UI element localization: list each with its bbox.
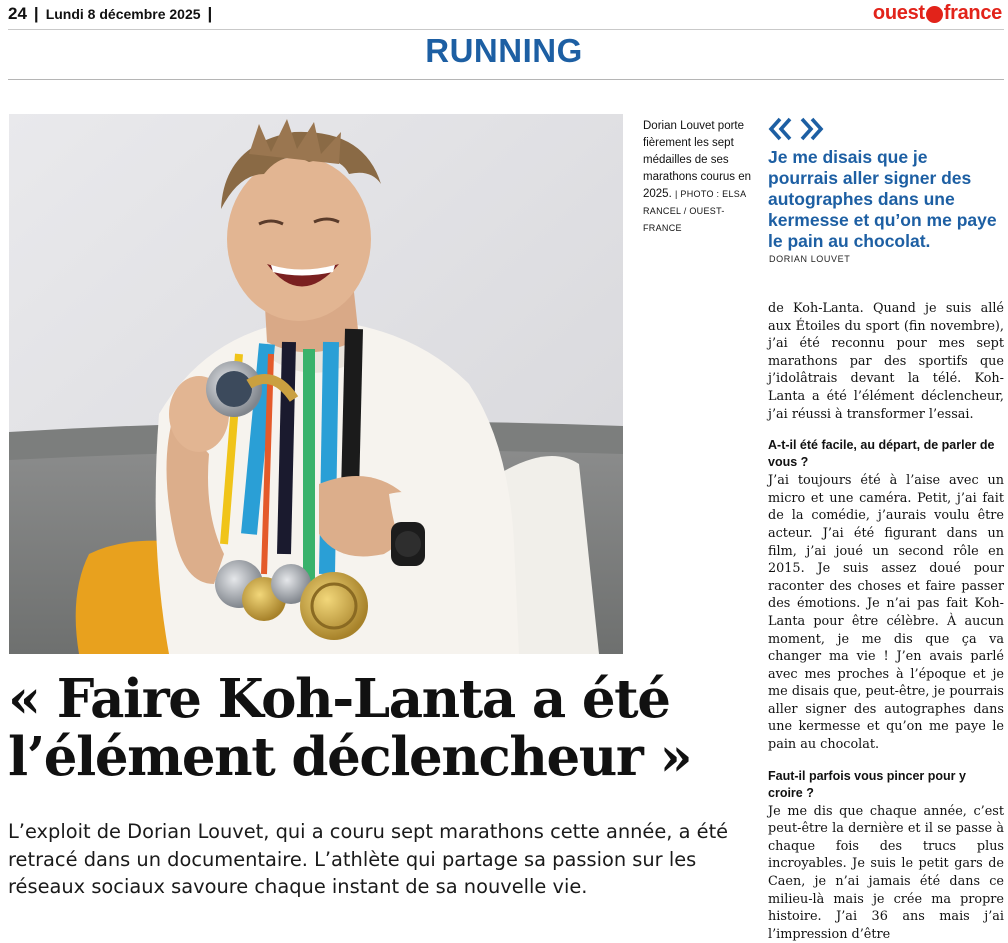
logo-word-left: ouest [872, 2, 925, 24]
photo-caption [643, 118, 759, 237]
logo-dot-icon [926, 6, 943, 23]
article-lede: L’exploit de Dorian Louvet, qui a couru sept marathons cette année, a été retracé dans un documentaire. L’athlète qui partage sa passion sur les réseaux sociaux savoure chaque instant de sa nouvelle vie. [8, 820, 729, 898]
folio [8, 4, 219, 24]
article-photo [9, 114, 623, 654]
pull-quote-author: DORIAN LOUVET [769, 254, 851, 264]
photo-credit: | PHOTO : ELSA RANCEL / OUEST-FRANCE [643, 189, 746, 233]
paragraph-1: de Koh-Lanta. Quand je suis allé aux Étoiles du sport (fin novembre), j’ai été reconnu pour mes sept marathons par des sportifs que j’idolâtrais devant la télé. Koh-Lanta a été l’élément déclencheur, j’ai réussi à transformer l’essai. [768, 301, 1004, 422]
issue-date: Lundi 8 décembre 2025 [45, 6, 201, 22]
paragraph-3: Je me dis que chaque année, c’est peut-être la dernière et il se passe à chaque fois des trucs plus incroyables. Je suis le petit gars de Caen, je n’ai jamais été dans ce milieu-là mais je crée ma propre histoire. J’ai 36 ans mais j’ai l’impression d’être [768, 803, 1004, 942]
article-column [768, 300, 1004, 943]
header-rule [8, 29, 1004, 30]
pull-quote-text: Je me disais que je pourrais aller signer des autographes dans une kermesse et qu’on me paye le pain au chocolat. [768, 147, 997, 251]
folio-separator-end: | [207, 4, 213, 23]
ouest-france-logo [873, 2, 1002, 25]
page-number: 24 [8, 4, 27, 23]
folio-separator: | [33, 4, 39, 23]
paragraph-2: J’ai toujours été à l’aise avec un micro et une caméra. Petit, j’ai fait de la comédie, j’aurais voulu être acteur. J’ai été figurant dans un film, j’ai joué un second rôle en 2015. Je suis assez doué pour raconter des choses et faire passer des émotions. Je n’ai pas fait Koh-Lanta pour être célèbre. À aucun moment, je me dis que ça va changer ma vie ! J’en avais parlé avec mes proches à l’époque et je me disais que, peut-être, je pourrais aller signer des autographes dans une kermesse et qu’on me paye le pain au chocolat. [768, 473, 1004, 753]
headline-line-2: l’élément déclencheur » [8, 726, 692, 788]
headline [8, 670, 708, 786]
section-rule [8, 79, 1004, 80]
headline-line-1: « Faire Koh-Lanta a été [8, 668, 670, 730]
section-title: RUNNING [425, 32, 583, 69]
double-chevron-quote-icon [768, 116, 824, 147]
runner-with-medals-illustration [9, 114, 623, 654]
interview-question-1: A-t-il été facile, au départ, de parler de vous ? [768, 438, 995, 470]
logo-word-right: france [943, 2, 1002, 24]
caption-text: Dorian Louvet porte fièrement les sept médailles de ses marathons courus en 2025. [643, 120, 752, 200]
interview-question-2: Faut-il parfois vous pincer pour y croire ? [768, 768, 966, 800]
